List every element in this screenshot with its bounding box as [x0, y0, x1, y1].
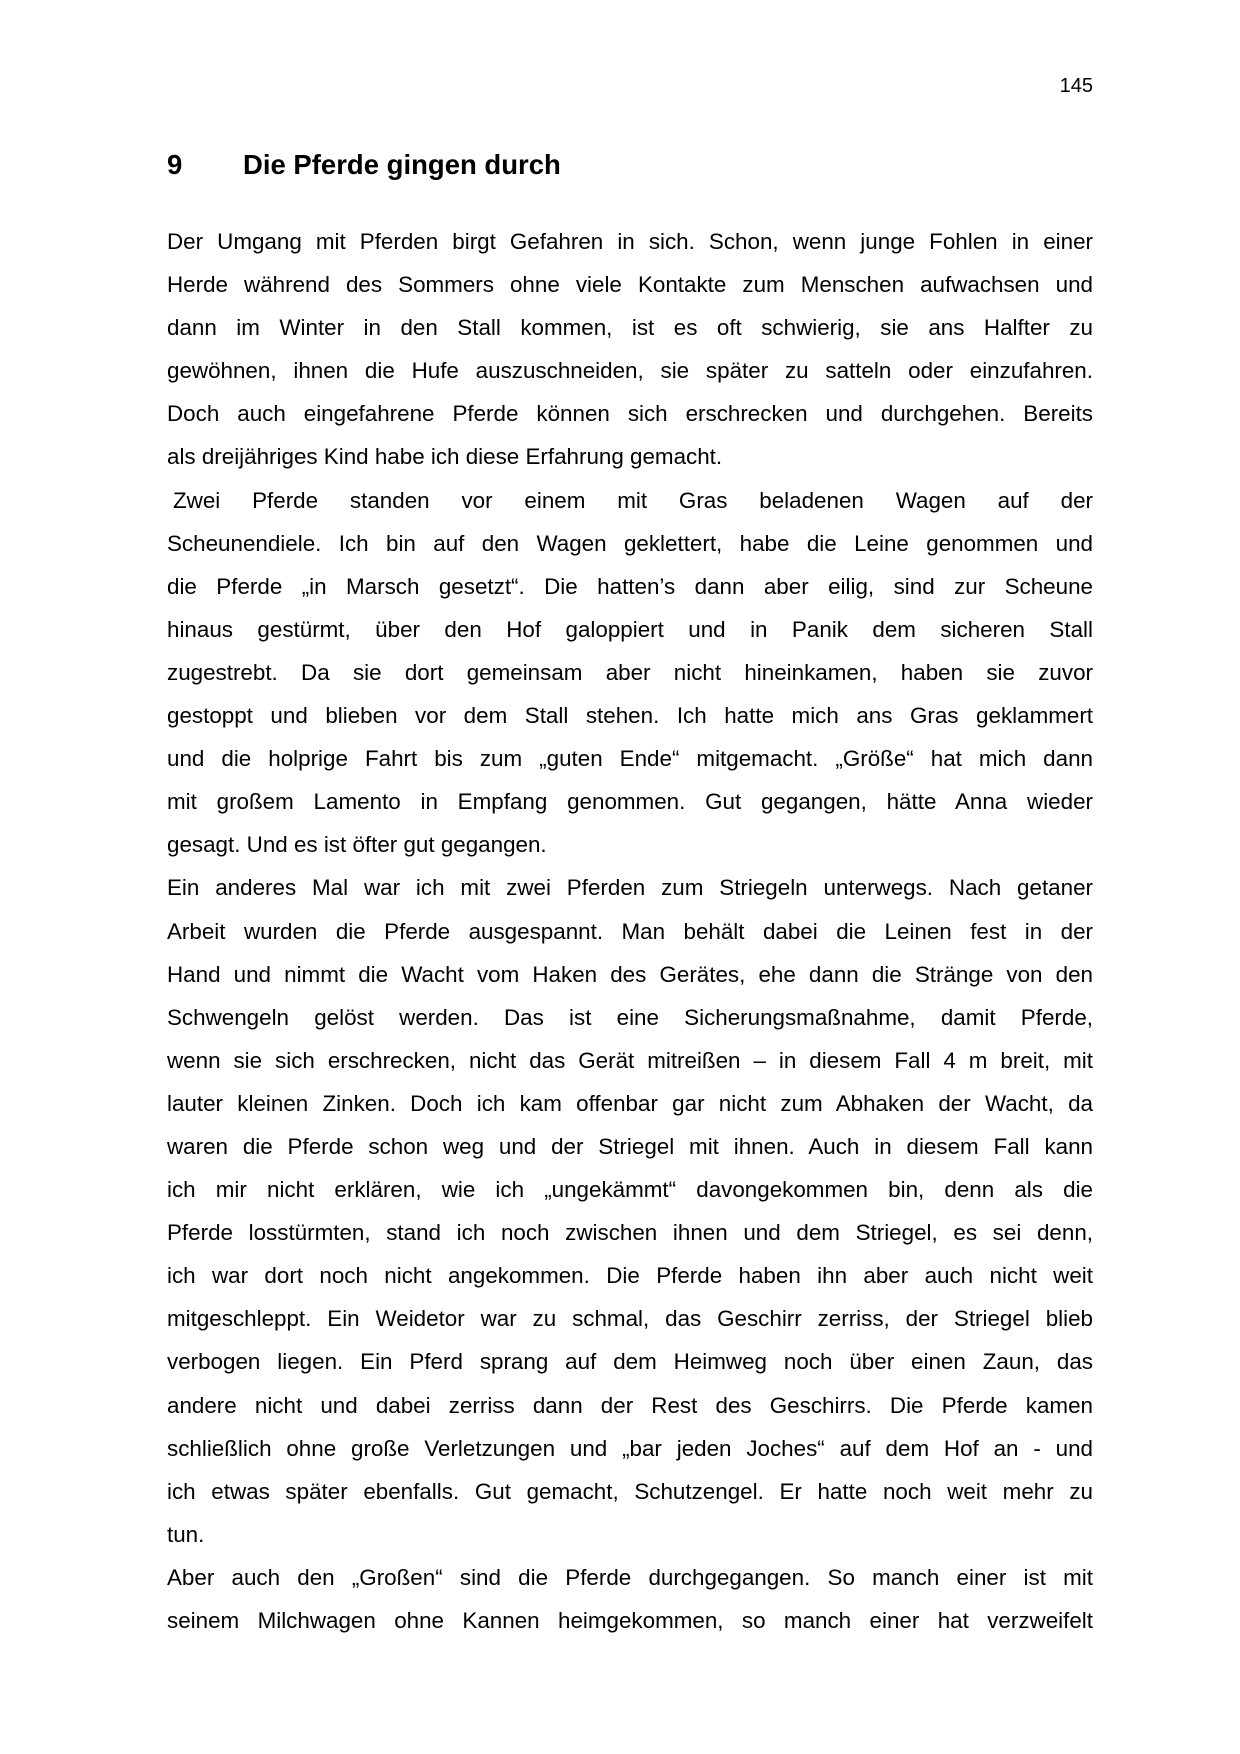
- text-line: und die holprige Fahrt bis zum „guten Ende“ mitgemacht. „Größe“ hat mich dann: [167, 746, 1093, 772]
- text-line: mitgeschleppt. Ein Weidetor war zu schmal, das Geschirr zerriss, der Striegel blieb: [167, 1306, 1093, 1332]
- text-line: Arbeit wurden die Pferde ausgespannt. Man behält dabei die Leinen fest in der: [167, 918, 1093, 944]
- text-line: ich mir nicht erklären, wie ich „ungekämmt“ davongekommen bin, denn als die: [167, 1177, 1093, 1203]
- text-line: dann im Winter in den Stall kommen, ist es oft schwierig, sie ans Halfter zu: [167, 315, 1093, 341]
- text-line: Aber auch den „Großen“ sind die Pferde durchgegangen. So manch einer ist mit: [167, 1564, 1093, 1590]
- text-line: gesagt. Und es ist öfter gut gegangen.: [167, 832, 547, 858]
- text-line: hinaus gestürmt, über den Hof galoppiert und in Panik dem sicheren Stall: [167, 616, 1093, 642]
- text-line: die Pferde „in Marsch gesetzt“. Die hatten’s dann aber eilig, sind zur Scheune: [167, 573, 1093, 599]
- text-line: mit großem Lamento in Empfang genommen. Gut gegangen, hätte Anna wieder: [167, 789, 1093, 815]
- text-line: Zwei Pferde standen vor einem mit Gras beladenen Wagen auf der: [173, 487, 1093, 513]
- text-line: gewöhnen, ihnen die Hufe auszuschneiden, sie später zu satteln oder einzufahren.: [167, 358, 1093, 384]
- body-text: [167, 220, 1093, 1642]
- text-line: Schwengeln gelöst werden. Das ist eine Sicherungsmaßnahme, damit Pferde,: [167, 1004, 1093, 1030]
- text-line: gestoppt und blieben vor dem Stall stehen. Ich hatte mich ans Gras geklammert: [167, 703, 1093, 729]
- text-line: tun.: [167, 1521, 205, 1547]
- text-line: ich etwas später ebenfalls. Gut gemacht, Schutzengel. Er hatte noch weit mehr zu: [167, 1478, 1093, 1504]
- page-number: 145: [1059, 75, 1093, 97]
- text-line: lauter kleinen Zinken. Doch ich kam offenbar gar nicht zum Abhaken der Wacht, da: [167, 1090, 1093, 1116]
- chapter-number: 9: [167, 149, 183, 180]
- text-line: schließlich ohne große Verletzungen und „bar jeden Joches“ auf dem Hof an - und: [167, 1435, 1093, 1461]
- chapter-heading: [167, 148, 561, 182]
- chapter-title: Die Pferde gingen durch: [243, 149, 561, 180]
- text-line: Hand und nimmt die Wacht vom Haken des Gerätes, ehe dann die Stränge von den: [167, 961, 1093, 987]
- text-line: Doch auch eingefahrene Pferde können sich erschrecken und durchgehen. Bereits: [167, 401, 1093, 427]
- text-line: verbogen liegen. Ein Pferd sprang auf dem Heimweg noch über einen Zaun, das: [167, 1349, 1093, 1375]
- text-line: wenn sie sich erschrecken, nicht das Gerät mitreißen – in diesem Fall 4 m breit, mit: [167, 1047, 1093, 1073]
- text-line: zugestrebt. Da sie dort gemeinsam aber nicht hineinkamen, haben sie zuvor: [167, 659, 1093, 685]
- text-line: waren die Pferde schon weg und der Striegel mit ihnen. Auch in diesem Fall kann: [167, 1133, 1093, 1159]
- text-line: als dreijähriges Kind habe ich diese Erfahrung gemacht.: [167, 444, 723, 470]
- text-line: andere nicht und dabei zerriss dann der Rest des Geschirrs. Die Pferde kamen: [167, 1392, 1093, 1418]
- text-line: Scheunendiele. Ich bin auf den Wagen geklettert, habe die Leine genommen und: [167, 530, 1093, 556]
- text-line: ich war dort noch nicht angekommen. Die Pferde haben ihn aber auch nicht weit: [167, 1263, 1093, 1289]
- text-line: seinem Milchwagen ohne Kannen heimgekommen, so manch einer hat verzweifelt: [167, 1608, 1093, 1633]
- text-line: Der Umgang mit Pferden birgt Gefahren in sich. Schon, wenn junge Fohlen in einer: [167, 229, 1093, 254]
- text-line: Pferde losstürmten, stand ich noch zwischen ihnen und dem Striegel, es sei denn,: [167, 1220, 1093, 1246]
- text-line: Herde während des Sommers ohne viele Kontakte zum Menschen aufwachsen und: [167, 272, 1093, 298]
- text-line: Ein anderes Mal war ich mit zwei Pferden zum Striegeln unterwegs. Nach getaner: [167, 875, 1093, 901]
